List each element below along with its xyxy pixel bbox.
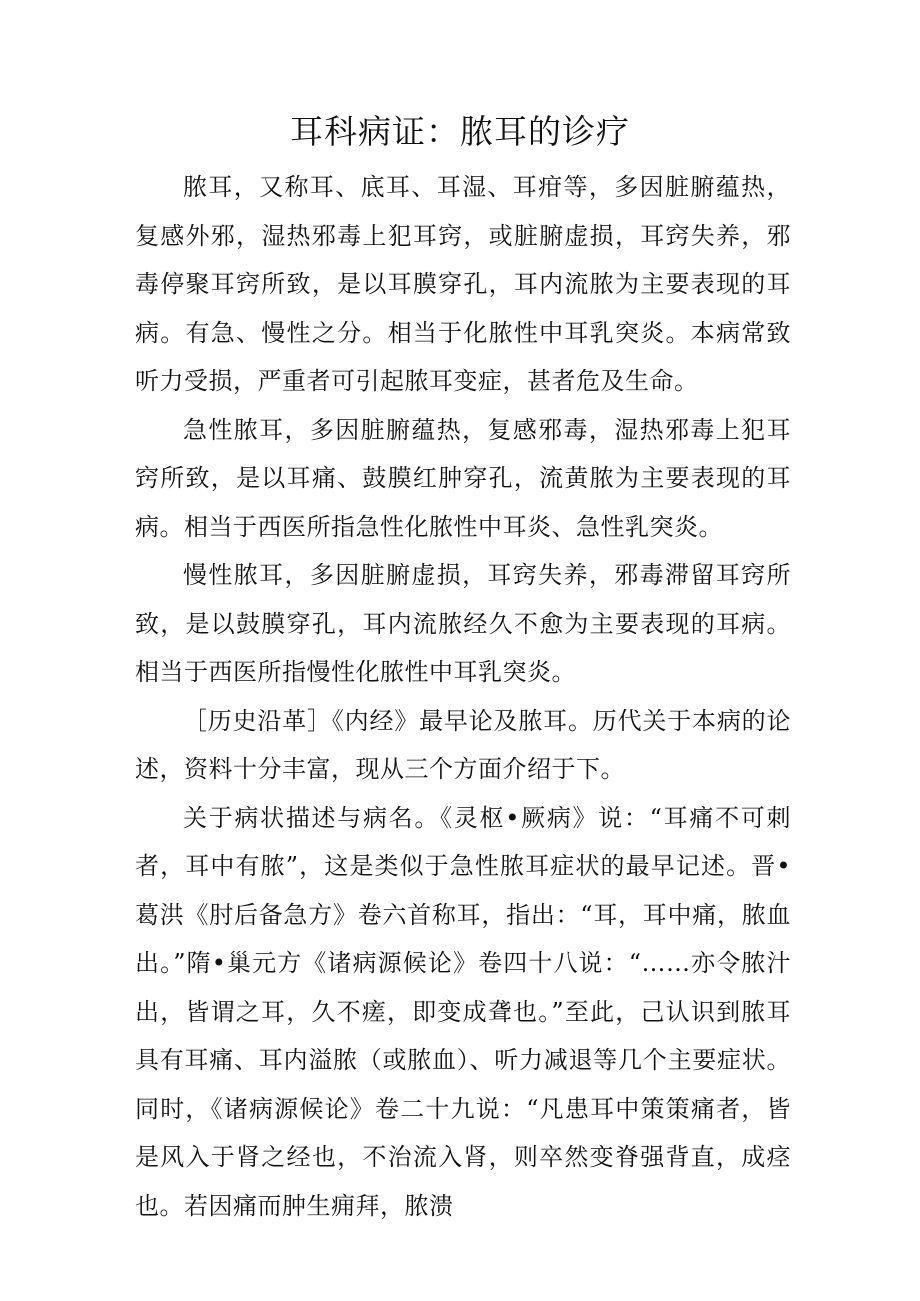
paragraph-history: ［历史沿革］《内经》最早论及脓耳。历代关于本病的论述，资料十分丰富，现从三个方面介绍于下。 (135, 706, 791, 783)
paragraph-intro: 脓耳，又称耳、底耳、耳湿、耳疳等，多因脏腑蕴热，复感外邪，湿热邪毒上犯耳窍，或脏腑虚损，耳窍失养，邪毒停聚耳窍所致，是以耳膜穿孔，耳内流脓为主要表现的耳病。有急、慢性之分。相当于化脓性中耳乳突炎。本病常致听力受损，严重者可引起脓耳变症，甚者危及生命。 (135, 173, 791, 395)
paragraph-chronic: 慢性脓耳，多因脏腑虚损，耳窍失养，邪毒滞留耳窍所致，是以鼓膜穿孔，耳内流脓经久不愈为主要表现的耳病。相当于西医所指慢性化脓性中耳乳突炎。 (135, 561, 791, 686)
paragraph-acute: 急性脓耳，多因脏腑蕴热，复感邪毒，湿热邪毒上犯耳窍所致，是以耳痛、鼓膜红肿穿孔，流黄脓为主要表现的耳病。相当于西医所指急性化脓性中耳炎、急性乳突炎。 (135, 415, 791, 541)
document-body (135, 163, 791, 1230)
paragraph-symptoms: 关于病状描述与病名。《灵枢•厥病》说：“耳痛不可刺者，耳中有脓”，这是类似于急性脓耳症状的最早记述。晋•葛洪《肘后备急方》卷六首称耳，指出：“耳，耳中痛，脓血出。”隋•巢元方《诸病源候论》卷四十八说：“……亦令脓汁出，皆谓之耳，久不瘥，即变成聋也。”至此，己认识到脓耳具有耳痛、耳内溢脓（或脓血）、听力减退等几个主要症状。同时，《诸病源候论》卷二十九说：“凡患耳中策策痛者，皆是风入于肾之经也，不治流入肾，则卒然变脊强背直，成痉也。若因痛而肿生痈拜，脓溃 (135, 803, 791, 1220)
document-title: 耳科病证：脓耳的诊疗 (290, 112, 630, 151)
